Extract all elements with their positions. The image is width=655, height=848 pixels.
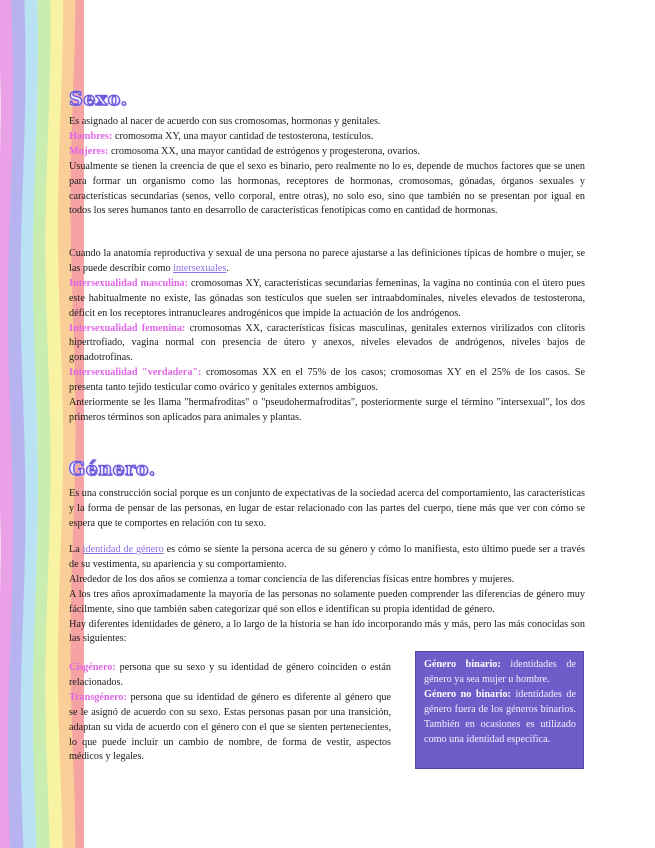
binario-text: identidades de género ya sea mujer u hombre. bbox=[424, 659, 576, 685]
heading-genero: Género. bbox=[69, 458, 156, 480]
hombres-term: Hombres: bbox=[69, 130, 113, 142]
binary-paragraph: Usualmente se tienen la creencia de que el sexo es binario, pero realmente no lo es, depende de muchos factores que se unen para formar un organismo como las hormonas, receptores de hormonas, cromosomas, gónadas, órganos sexuales y características secundarias (senos, vello corporal, entre otras), no solo eso, sino que también no se presentan por igual en todos los seres humanos tanto en desarrollo de características fenotípicas como en cantidad de hormonas. bbox=[69, 160, 585, 217]
paragraph-identity bbox=[69, 543, 585, 647]
fem-paragraph bbox=[69, 322, 585, 367]
cis-text: persona que su sexo y su identidad de género coinciden o están relacionados. bbox=[69, 662, 391, 688]
nobinario-text: identidades de género fuera de los géneros binarios. También en ocasiones es utilizado como una identidad específica. bbox=[424, 688, 576, 745]
verd-term: Intersexualidad "verdadera": bbox=[69, 367, 202, 379]
mujeres-text: cromosoma XX, una mayor cantidad de estrógenos y progesterona, ovarios. bbox=[108, 145, 420, 157]
three-years-paragraph: A los tres años aproximadamente la mayoría de las personas no solamente pueden comprender las diferencias de género muy fácilmente, sino que también saben categorizar qué son ellos e identifican su propia identidad de género. bbox=[69, 588, 585, 615]
heading-sexo: Sexo. bbox=[69, 88, 128, 110]
paragraph-sexo-definitions bbox=[69, 115, 585, 219]
anatomy-text: Cuando la anatomía reproductiva y sexual de una persona no parece ajustarse a las definiciones típicas de hombre o mujer, se las puede describir como bbox=[69, 248, 585, 274]
hombres-text: cromosoma XY, una mayor cantidad de testosterona, testículos. bbox=[112, 130, 374, 142]
paragraph-intersex bbox=[69, 247, 585, 426]
identity-pre: La bbox=[69, 544, 83, 555]
trans-term: Transgénero: bbox=[69, 691, 127, 703]
fem-text: cromosomas XX, características físicas masculinas, genitales externos virilizados con clítoris hipertrofiado, vagina normal con presencia de útero y anexos, niveles elevados de andrógenos, niveles bajos de gonadotrofinas. bbox=[69, 322, 585, 364]
masc-text: cromosomas XY, características secundarias femeninas, la vagina no continúa con el útero pues este habitualmente no existe, las gónadas son testículos que suelen ser intraabdominales, niveles elevados de testosterona, déficit en los receptores intranucleares androgénicos que impide la actuación de los andrógenos. bbox=[69, 277, 585, 319]
verd-text: cromosomas XX en el 75% de los casos; cromosomas XY en el 25% de los casos. Se presenta tanto tejido testicular como ovárico y genitales externos ambiguos. bbox=[69, 367, 585, 394]
verd-paragraph bbox=[69, 366, 585, 396]
construct-paragraph: Es una construcción social porque es un conjunto de expectativas de la sociedad acerca del comportamiento, las características y la forma de pensar de las personas, en lugar de estar relacionado con las partes del cuerpo, tiene más que ver con cómo se espera que te comportes en relación con tu sexo. bbox=[69, 488, 585, 529]
binario-item bbox=[424, 658, 576, 688]
identity-post: es cómo se siente la persona acerca de su género y cómo lo manifiesta, esto último puede ser a través de su vestimenta, su apariencia y su comportamiento. bbox=[69, 544, 585, 570]
intersexuales-link[interactable]: intersexuales bbox=[173, 262, 227, 274]
nobinario-term: Género no binario: bbox=[424, 688, 511, 700]
binary-info-box bbox=[415, 651, 584, 769]
cis-paragraph bbox=[69, 661, 391, 691]
identidad-de-genero-link[interactable]: identidad de género bbox=[82, 544, 164, 555]
fem-term: Intersexualidad femenina: bbox=[69, 322, 186, 334]
identities-intro-paragraph: Hay diferentes identidades de género, a lo largo de la historia se han ido incorporando más y más, pero las más conocidas son las siguientes: bbox=[69, 618, 585, 645]
nobinario-item bbox=[424, 688, 576, 748]
masc-paragraph bbox=[69, 277, 585, 322]
binario-term: Género binario: bbox=[424, 659, 501, 670]
masc-term: Intersexualidad masculina: bbox=[69, 277, 188, 289]
trans-text: persona que su identidad de género es diferente al género que se le asignó de acuerdo con su sexo. Estas personas pasan por una transición, adaptan su vida de acuerdo con el género con el que se sienten pertenecientes, lo que puede incluir un cambio de nombre, de forma de vestir, aspectos médicos y legales. bbox=[69, 691, 391, 763]
paragraph-cis-trans bbox=[69, 661, 391, 765]
trans-paragraph bbox=[69, 691, 391, 766]
anatomy-end: . bbox=[226, 262, 229, 274]
mujeres-line bbox=[69, 145, 585, 160]
two-years-paragraph: Alrededor de los dos años se comienza a tomar conciencia de las diferencias físicas entre hombres y mujeres. bbox=[69, 573, 515, 585]
herm-paragraph: Anteriormente se les llama "hermafroditas" o "pseudohermafroditas", posteriormente surge el término "intersexual", los dos primeros términos son aplicados para animales y plantas. bbox=[69, 397, 585, 423]
cis-term: Cisgénero: bbox=[69, 662, 116, 673]
mujeres-term: Mujeres: bbox=[69, 145, 109, 157]
anatomy-paragraph bbox=[69, 247, 585, 277]
sexo-intro: Es asignado al nacer de acuerdo con sus cromosomas, hormonas y genitales. bbox=[69, 116, 381, 127]
hombres-line bbox=[69, 130, 585, 145]
identity-paragraph bbox=[69, 543, 585, 573]
